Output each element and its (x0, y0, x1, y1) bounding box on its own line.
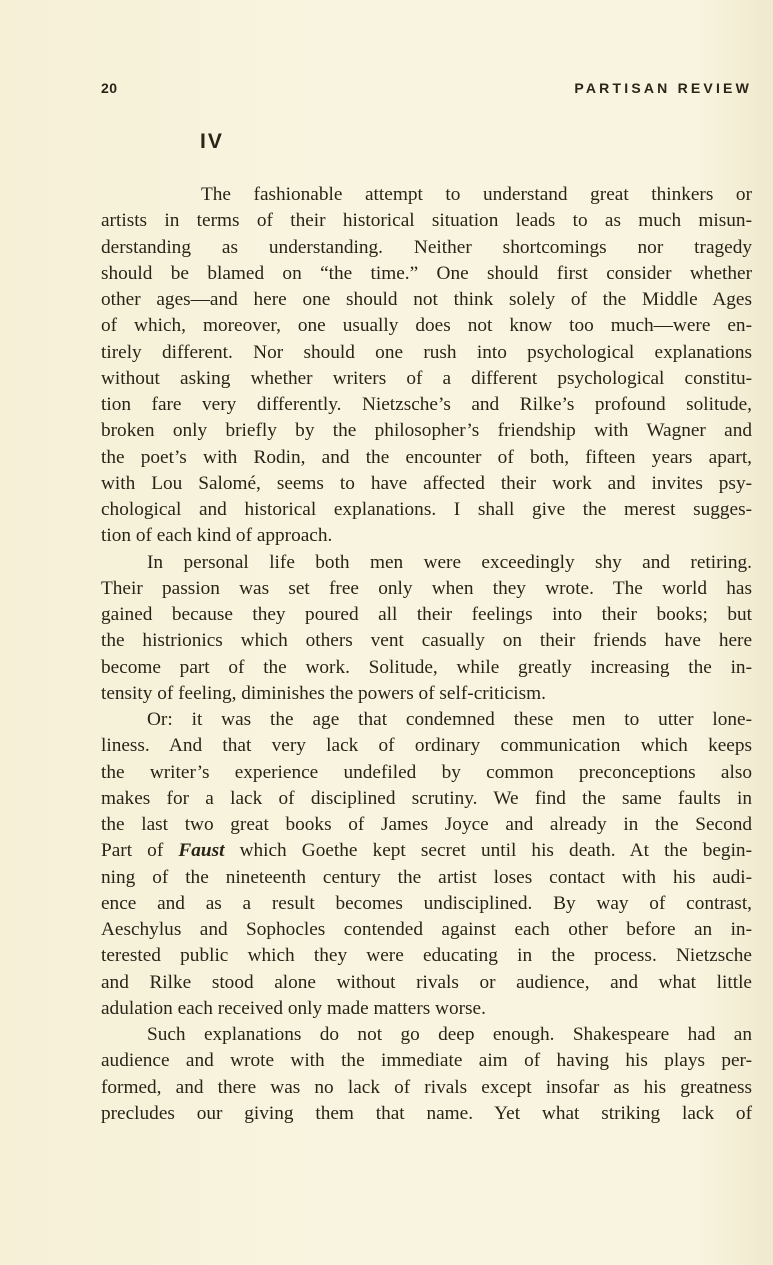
text-line: should be blamed on “the time.” One should first consider whether (101, 262, 752, 284)
text-line: tion fare very differently. Nietzsche’s and Rilke’s profound solitude, (101, 394, 752, 415)
text-line: formed, and there was no lack of rivals except insofar as his greatness (101, 1076, 752, 1098)
article-body (101, 182, 752, 1127)
text-line: tensity of feeling, diminishes the powers of self-criticism. (101, 682, 546, 704)
text-line: without asking whether writers of a different psychological constitu- (101, 367, 752, 389)
text-fragment: which Goethe kept secret until his death. At the begin- (224, 840, 752, 862)
paragraph-1 (101, 182, 752, 550)
text-line: audience and wrote with the immediate aim of having his plays per- (101, 1050, 752, 1072)
text-line: and Rilke stood alone without rivals or audience, and what little (101, 971, 752, 993)
text-line: makes for a lack of disciplined scrutiny. We find the same faults in (101, 787, 752, 809)
text-line: ning of the nineteenth century the artist loses contact with his audi- (101, 866, 752, 888)
text-line: the histrionics which others vent casually on their friends have here (101, 630, 752, 652)
text-line: ence and as a result becomes undisciplined. By way of contrast, (101, 892, 752, 914)
text-line: the writer’s experience undefiled by common preconceptions also (101, 761, 752, 783)
text-line: become part of the work. Solitude, while greatly increasing the in- (101, 656, 752, 678)
paragraph-2 (101, 550, 752, 708)
text-line: artists in terms of their historical situation leads to as much misun- (101, 210, 752, 232)
text-line: adulation each received only made matters worse. (101, 997, 486, 1019)
paragraph-3 (101, 707, 752, 1022)
paragraph-4 (101, 1022, 752, 1127)
text-line: Or: it was the age that condemned these men to utter lone- (147, 709, 752, 730)
text-line: terested public which they were educating in the process. Nietzsche (101, 945, 752, 967)
text-line: In personal life both men were exceedingly shy and retiring. (147, 551, 752, 573)
text-line: chological and historical explanations. I shall give the merest sugges- (101, 499, 752, 520)
text-line: Their passion was set free only when they wrote. The world has (101, 577, 752, 599)
text-line: Aeschylus and Sophocles contended against each other before an in- (101, 919, 752, 940)
page-header (101, 80, 752, 102)
text-line: with Lou Salomé, seems to have affected their work and invites psy- (101, 472, 752, 494)
page-number: 20 (101, 80, 118, 96)
text-line: of which, moreover, one usually does not know too much—were en- (101, 315, 752, 337)
text-line: the poet’s with Rodin, and the encounter of both, fifteen years apart, (101, 446, 752, 468)
text-line: tirely different. Nor should one rush into psychological explanations (101, 341, 752, 363)
text-line (101, 838, 752, 864)
text-line: broken only briefly by the philosopher’s friendship with Wagner and (101, 420, 752, 442)
text-line: Such explanations do not go deep enough. Shakespeare had an (147, 1024, 752, 1045)
text-line: liness. And that very lack of ordinary communication which keeps (101, 735, 752, 757)
text-line: the last two great books of James Joyce and already in the Second (101, 814, 752, 835)
running-head: PARTISAN REVIEW (574, 80, 752, 96)
text-line: The fashionable attempt to understand great thinkers or (201, 184, 752, 205)
text-line: tion of each kind of approach. (101, 525, 333, 547)
text-line: other ages—and here one should not think solely of the Middle Ages (101, 289, 752, 310)
text-fragment: Part of (101, 840, 179, 862)
text-line: gained because they poured all their feelings into their books; but (101, 604, 752, 625)
text-line: precludes our giving them that name. Yet what striking lack of (101, 1102, 752, 1124)
section-heading: IV (200, 130, 224, 153)
text-line: derstanding as understanding. Neither shortcomings nor tragedy (101, 236, 752, 258)
book-title-italic: Faust (178, 840, 225, 862)
